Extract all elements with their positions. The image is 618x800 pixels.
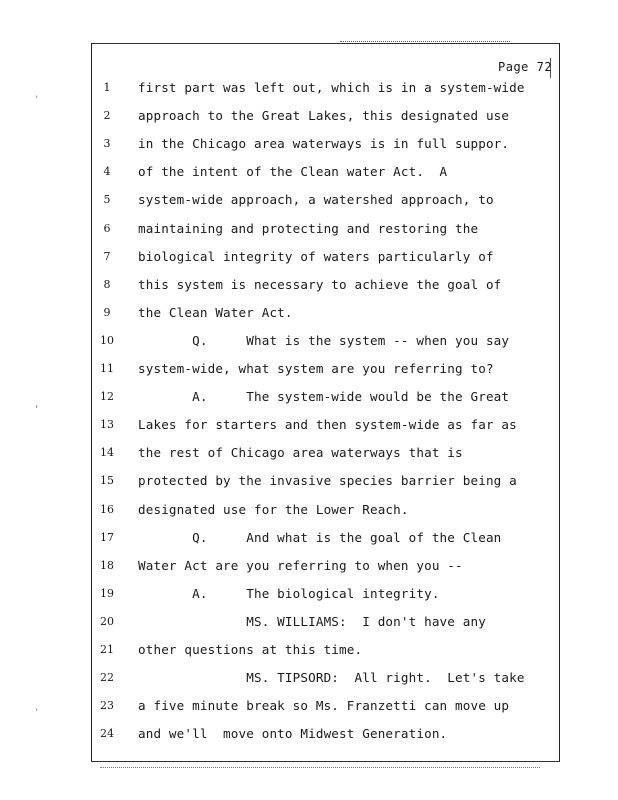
transcript-line: biological integrity of waters particularly of <box>138 248 494 264</box>
line-number: 11 <box>100 362 114 375</box>
transcript-line: in the Chicago area waterways is in full suppor. <box>138 136 510 152</box>
line-number: 16 <box>100 502 114 516</box>
line-number: 17 <box>100 530 114 544</box>
line-number: 12 <box>100 390 114 404</box>
line-number: 13 <box>100 418 114 432</box>
transcript-line: maintaining and protecting and restoring the <box>138 220 479 236</box>
transcript-line: A. The biological integrity. <box>138 585 440 601</box>
line-number: 4 <box>103 165 111 179</box>
transcript-line: Q. And what is the goal of the Clean <box>138 529 502 545</box>
transcript-line: system-wide, what system are you referring to? <box>138 361 494 376</box>
line-number: 23 <box>100 699 114 713</box>
line-number: 7 <box>103 249 111 263</box>
transcript-line: Water Act are you referring to when you -- <box>138 557 463 573</box>
transcript-line: first part was left out, which is in a system-wide <box>138 80 525 95</box>
transcript-line: Q. What is the system -- when you say <box>138 332 510 348</box>
page-bottom-border <box>91 761 560 762</box>
line-number: 15 <box>100 474 114 488</box>
margin-mark: ' <box>34 708 40 718</box>
line-number: 1 <box>103 81 111 94</box>
line-number: 2 <box>103 109 111 123</box>
line-number: 6 <box>103 221 111 235</box>
transcript-line: MS. TIPSORD: All right. Let's take <box>138 670 525 686</box>
line-number: 5 <box>103 193 111 207</box>
transcript-line: Lakes for starters and then system-wide as far as <box>138 417 517 433</box>
transcript-line: the rest of Chicago area waterways that is <box>138 445 463 461</box>
transcript-line: A. The system-wide would be the Great <box>138 389 510 405</box>
transcript-line: a five minute break so Ms. Franzetti can move up <box>138 698 510 714</box>
line-number: 19 <box>100 586 114 600</box>
transcript-line: of the intent of the Clean water Act. A <box>138 164 448 180</box>
transcript-line: system-wide approach, a watershed approach, to <box>138 192 494 208</box>
transcript-line: MS. WILLIAMS: I don't have any <box>138 613 486 629</box>
transcript-line: protected by the invasive species barrier being a <box>138 473 517 489</box>
line-number: 10 <box>100 333 114 347</box>
scan-artifact-bottom <box>100 767 540 768</box>
transcript-line: the Clean Water Act. <box>138 304 293 320</box>
margin-mark: ' <box>34 95 40 105</box>
line-number: 3 <box>103 137 111 151</box>
transcript-line: approach to the Great Lakes, this designated use <box>138 108 510 124</box>
transcript-line: other questions at this time. <box>138 642 363 657</box>
margin-mark: , <box>34 400 40 410</box>
transcript-line: and we'll move onto Midwest Generation. <box>138 726 448 742</box>
line-number: 9 <box>103 305 111 319</box>
line-number: 20 <box>100 614 114 628</box>
line-number: 8 <box>103 277 111 291</box>
line-number: 21 <box>100 643 114 656</box>
transcript-line: this system is necessary to achieve the goal of <box>138 276 502 292</box>
line-number: 22 <box>100 671 114 685</box>
page-number: Page 72 <box>498 60 553 74</box>
scan-artifact <box>340 41 510 42</box>
line-number: 18 <box>100 558 114 572</box>
line-number: 24 <box>100 727 114 741</box>
line-number: 14 <box>100 446 114 460</box>
transcript-line: designated use for the Lower Reach. <box>138 501 409 517</box>
